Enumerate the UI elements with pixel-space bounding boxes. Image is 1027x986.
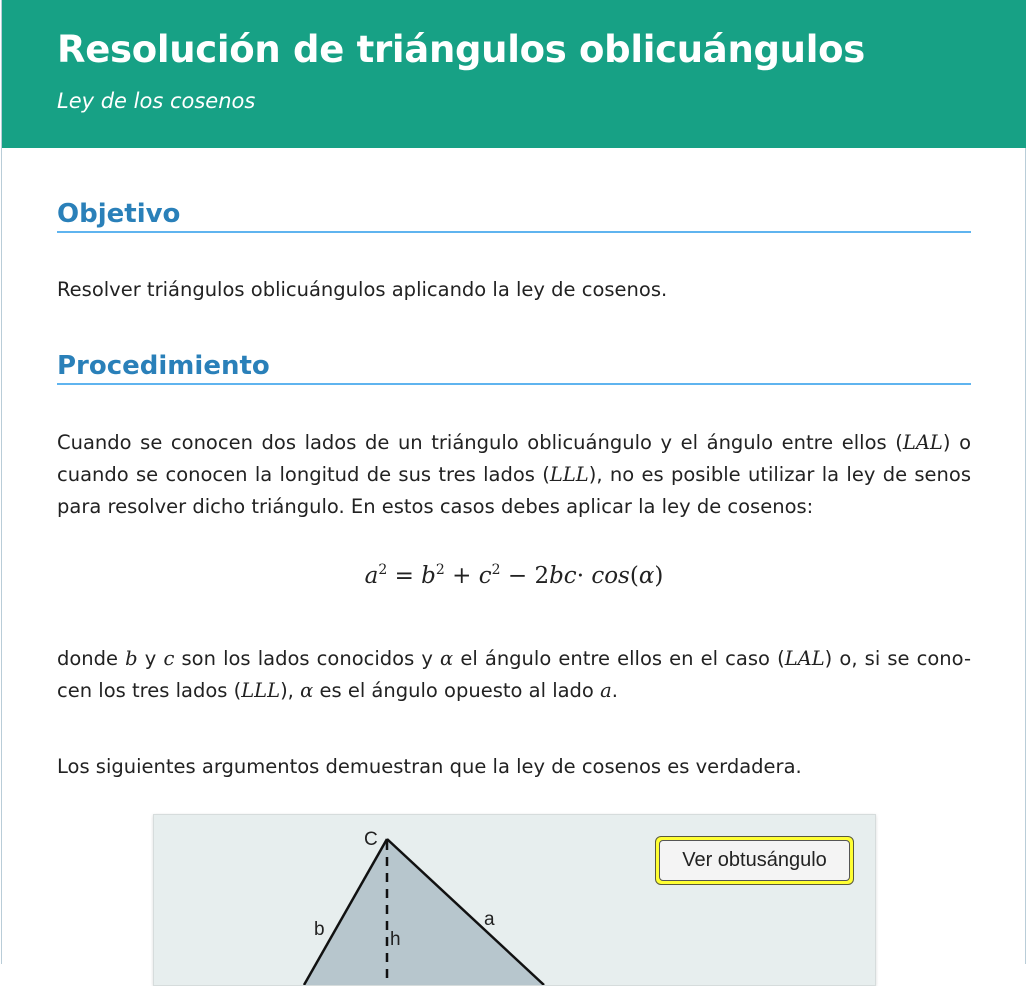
math-lal: LAL	[902, 431, 943, 454]
text-span: ), no es posible utilizar la ley de senos	[588, 463, 972, 486]
section-heading-objetivo: Objetivo	[57, 199, 971, 233]
objetivo-text: Resolver triángulos oblicuángulos aplicando la ley de cosenos.	[57, 278, 668, 301]
text-span: ) o	[942, 431, 971, 454]
side-b-label: b	[314, 919, 325, 940]
math-lll: LLL	[241, 679, 281, 702]
formula-alpha: α	[638, 563, 655, 589]
formula-var-a: a	[364, 563, 379, 589]
math-lll: LLL	[549, 463, 589, 486]
formula-var-c: c	[478, 563, 492, 589]
procedimiento-paragraph-3: Los siguientes argumentos demuestran que la ley de cosenos es verdadera.	[57, 755, 802, 778]
text-span: son los lados conocidos y	[174, 647, 441, 670]
paragraph-2-line-2	[57, 675, 971, 707]
formula-var-bc: bc	[549, 563, 577, 589]
formula-minus: − 2	[500, 563, 550, 589]
text-span: ) o, si se cono-	[824, 647, 971, 670]
math-c: c	[163, 647, 175, 670]
formula-dot: ·	[576, 563, 592, 589]
math-b: b	[125, 647, 138, 670]
paragraph-1-line-2	[57, 459, 971, 491]
formula-paren-close: )	[654, 563, 664, 589]
triangle-shape	[304, 839, 544, 985]
text-span: es el ángulo opuesto al lado	[313, 679, 601, 702]
vertex-c-label: C	[364, 829, 378, 850]
formula-cos: cos	[591, 563, 630, 589]
math-a: a	[600, 679, 612, 702]
text-span: cuando se conocen la longitud de sus tres lados (	[57, 463, 550, 486]
ver-obtusangulo-button-label: Ver obtusángulo	[659, 840, 850, 881]
formula-exponent: 2	[435, 562, 445, 578]
formula-exponent: 2	[491, 562, 501, 578]
math-alpha: α	[440, 647, 454, 670]
ver-obtusangulo-button[interactable]	[655, 836, 854, 885]
math-lal: LAL	[784, 647, 825, 670]
math-alpha: α	[300, 679, 314, 702]
section-heading-procedimiento: Procedimiento	[57, 351, 971, 385]
text-span: y	[137, 647, 164, 670]
page-title: Resolución de triángulos oblicuángulos	[57, 28, 865, 71]
page-subtitle: Ley de los cosenos	[57, 89, 256, 113]
text-span: ),	[280, 679, 301, 702]
text-span: .	[611, 679, 618, 702]
text-span: el ángulo entre ellos en el caso (	[453, 647, 785, 670]
procedimiento-paragraph-1	[57, 427, 971, 523]
page-header	[2, 0, 1026, 148]
text-span: Cuando se conocen dos lados de un triángulo oblicuángulo y el ángulo entre ellos (	[57, 431, 903, 454]
side-a-label: a	[484, 909, 495, 930]
paragraph-1-line-3: para resolver dicho triángulo. En estos casos debes aplicar la ley de cosenos:	[57, 495, 814, 518]
paragraph-1-line-1	[57, 427, 971, 459]
law-of-cosines-formula	[57, 562, 971, 589]
height-h-label: h	[390, 929, 401, 950]
procedimiento-paragraph-2	[57, 643, 971, 707]
text-span: cen los tres lados (	[57, 679, 242, 702]
formula-equals: =	[387, 563, 422, 589]
formula-var-b: b	[421, 563, 436, 589]
formula-exponent: 2	[378, 562, 388, 578]
text-span: donde	[57, 647, 126, 670]
formula-plus: +	[444, 563, 479, 589]
geometry-applet[interactable]	[153, 814, 876, 986]
formula-paren-open: (	[629, 563, 639, 589]
paragraph-2-line-1	[57, 643, 971, 675]
